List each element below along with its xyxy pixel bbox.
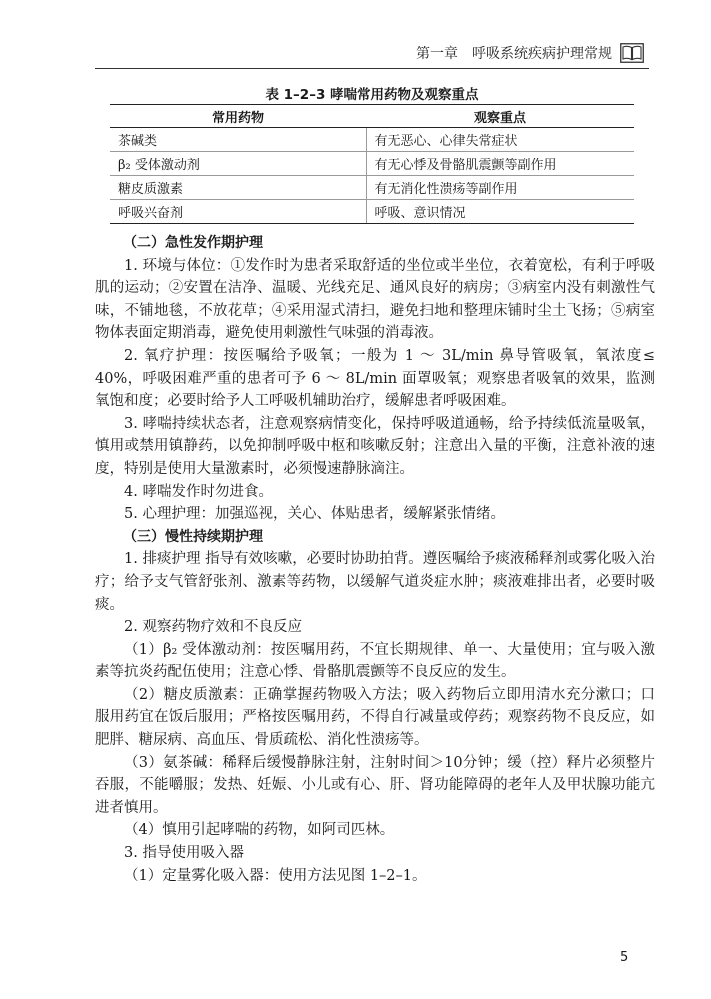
observation-cell: 有无消化性溃疡等副作用 xyxy=(366,176,634,200)
observation-cell: 有无心悸及骨骼肌震颤等副作用 xyxy=(366,152,634,176)
observation-cell: 有无恶心、心律失常症状 xyxy=(366,128,634,152)
paragraph-metered-dose-inhaler: （1）定量雾化吸入器：使用方法见图 1–2–1。 xyxy=(124,867,427,884)
chapter-label: 第一章 xyxy=(416,46,458,62)
paragraph-drug-monitoring: 2. 观察药物疗效和不良反应 xyxy=(124,619,302,636)
paragraph-status-asthmaticus: 3. 哮喘持续状态者，注意观察病情变化，保持呼吸道通畅，给予持续低流量吸氧，慎用或禁用镇静药，以免抑制呼吸中枢和咳嗽反射；注意出入量的平衡，注意补液的速度，特别是使用大量激素时，必须慢速静脉滴注。 xyxy=(95,415,655,477)
table-row xyxy=(110,200,634,224)
table-header-row xyxy=(110,105,634,128)
observation-cell: 呼吸、意识情况 xyxy=(366,200,634,224)
chapter-title: 呼吸系统疾病护理常规 xyxy=(472,46,612,62)
header-rule xyxy=(95,68,649,69)
table-caption: 表 1–2–3 哮喘常用药物及观察重点 xyxy=(265,87,479,103)
paragraph-psychological-care: 5. 心理护理：加强巡视，关心、体贴患者，缓解紧张情绪。 xyxy=(124,506,505,523)
paragraph-oxygen-therapy: 2. 氧疗护理：按医嘱给予吸氧；一般为 1 ～ 3L/min 鼻导管吸氧，氧浓度≤ 40%，呼吸困难严重的患者可予 6 ～ 8L/min 面罩吸氧；观察患者吸氧的效果，监测氧饱和度；必要时给予人工呼吸机辅助治疗，缓解患者呼吸困难。 xyxy=(95,347,655,410)
section-heading-acute: （二）急性发作期护理 xyxy=(123,235,263,251)
table-row xyxy=(110,128,634,152)
paragraph-no-eating: 4. 哮喘发作时勿进食。 xyxy=(124,483,273,500)
table-row xyxy=(110,176,634,200)
section-heading-chronic: （三）慢性持续期护理 xyxy=(123,528,263,545)
open-book-icon xyxy=(620,43,644,63)
column-header-drug: 常用药物 xyxy=(110,105,366,128)
running-header xyxy=(95,40,644,66)
body-text xyxy=(95,232,655,887)
page-number: 5 xyxy=(620,950,629,965)
paragraph-sputum-care: 1. 排痰护理 指导有效咳嗽，必要时协助拍背。遵医嘱给予痰液稀释剂或雾化吸入治疗；给予支气管舒张剂、激素等药物，以缓解气道炎症水肿；痰液难排出者，必要时吸痰。 xyxy=(95,551,655,613)
drug-cell: 呼吸兴奋剂 xyxy=(110,200,366,224)
drug-observation-table xyxy=(110,104,634,224)
paragraph-environment: 1. 环境与体位：①发作时为患者采取舒适的坐位或半坐位，衣着宽松，有利于呼吸肌的运动；②安置在洁净、温暖、光线充足、通风良好的病房；③病室内没有刺激性气味，不铺地毯，不放花草；④采用湿式清扫，避免扫地和整理床铺时尘土飞扬；⑤病室物体表面定期消毒，避免使用刺激性气味强的消毒液。 xyxy=(95,257,655,342)
paragraph-beta2-agonist: （1）β₂ 受体激动剂：按医嘱用药，不宜长期规律、单一、大量使用；宜与吸入激素等抗炎药配伍使用；注意心悸、骨骼肌震颤等不良反应的发生。 xyxy=(95,641,655,681)
paragraph-aminophylline: （3）氨茶碱：稀释后缓慢静脉注射，注射时间＞10分钟；缓（控）释片必须整片吞服，不能嚼服；发热、妊娠、小儿或有心、肝、肾功能障碍的老年人及甲状腺功能亢进者慎用。 xyxy=(95,754,655,816)
paragraph-aspirin-caution: （4）慎用引起哮喘的药物，如阿司匹林。 xyxy=(124,822,395,839)
drug-cell: β₂ 受体激动剂 xyxy=(110,152,366,176)
drug-cell: 茶碱类 xyxy=(110,128,366,152)
table-row xyxy=(110,152,634,176)
column-header-observation: 观察重点 xyxy=(366,105,634,128)
paragraph-inhaler-guidance: 3. 指导使用吸入器 xyxy=(124,845,244,862)
drug-cell: 糖皮质激素 xyxy=(110,176,366,200)
paragraph-glucocorticoid: （2）糖皮质激素：正确掌握药物吸入方法；吸入药物后立即用清水充分漱口；口服用药宜在饭后服用；严格按医嘱用药，不得自行减量或停药；观察药物不良反应，如肥胖、糖尿病、高血压、骨质疏松、消化性溃疡等。 xyxy=(95,686,655,749)
